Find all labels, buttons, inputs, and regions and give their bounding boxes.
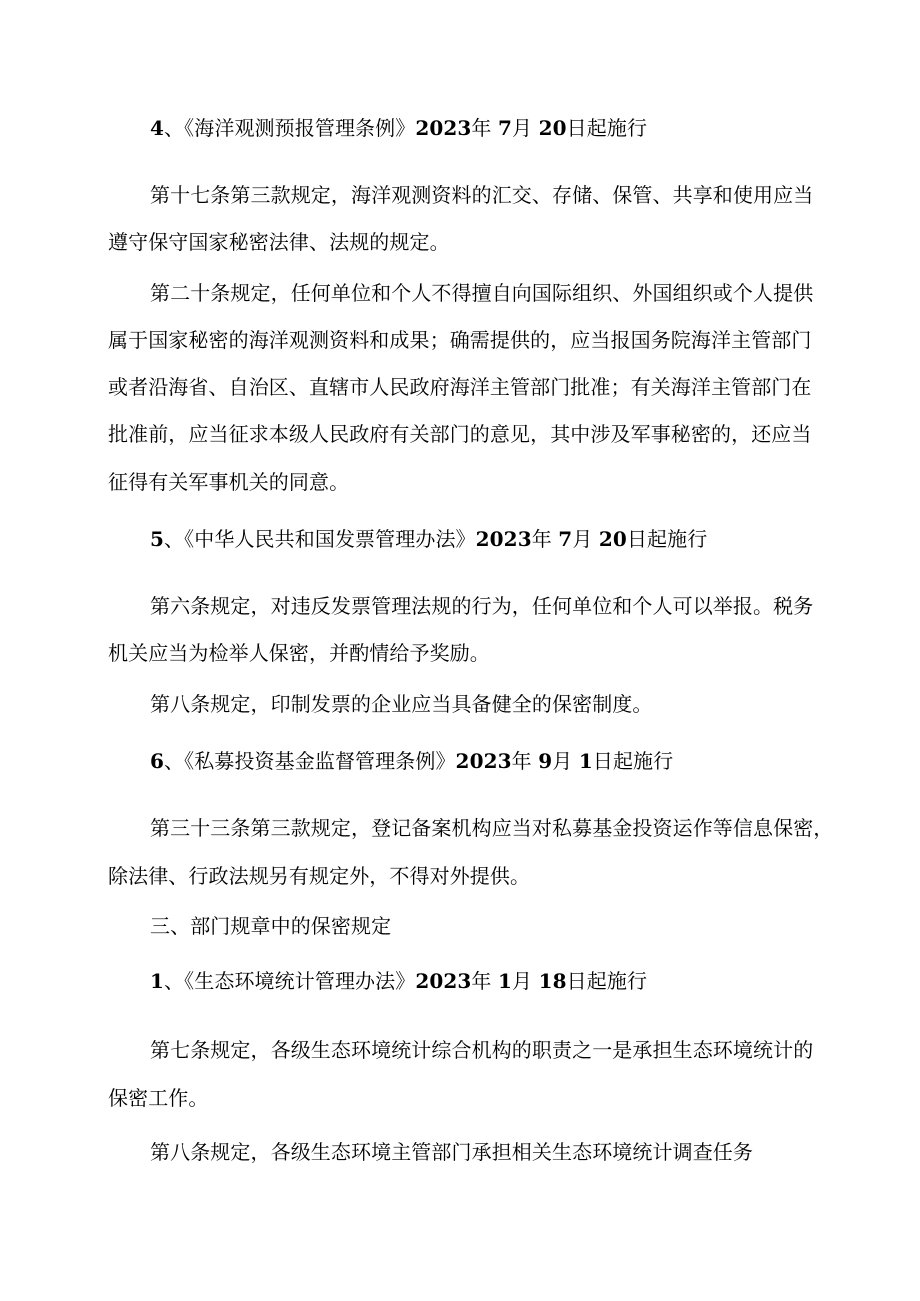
date-month-unit: 月 [512, 116, 533, 140]
law-heading [150, 116, 647, 140]
date-year-unit: 年 [471, 969, 492, 993]
date-year: 2023 [475, 527, 532, 551]
paragraph-line: 第三十三条第三款规定，登记备案机构应当对私募基金投资运作等信息保密， [150, 816, 834, 840]
heading-number: 1 [150, 969, 165, 993]
heading-separator: 、 [164, 527, 185, 551]
date-day: 18 [538, 969, 567, 993]
paragraph-line: 保密工作。 [108, 1086, 209, 1110]
paragraph-line: 第七条规定，各级生态环境统计综合机构的职责之一是承担生态环境统计的 [150, 1038, 814, 1062]
date-day-unit: 日起施行 [566, 969, 648, 993]
paragraph-line: 第八条规定，印制发票的企业应当具备健全的保密制度。 [150, 692, 653, 716]
date-year-unit: 年 [471, 116, 492, 140]
paragraph-line: 第六条规定，对违反发票管理法规的行为，任何单位和个人可以举报。税务 [150, 594, 814, 618]
heading-number: 5 [150, 527, 165, 551]
paragraph-line: 批准前，应当征求本级人民政府有关部门的意见，其中涉及军事秘密的，还应当 [108, 422, 812, 446]
law-title: 《生态环境统计管理办法》 [184, 969, 416, 993]
paragraph-line: 属于国家秘密的海洋观测资料和成果；确需提供的，应当报国务院海洋主管部门 [108, 328, 812, 352]
date-year: 2023 [415, 969, 472, 993]
date-day-unit: 日起施行 [592, 749, 674, 773]
law-heading [150, 527, 707, 551]
date-year: 2023 [455, 749, 512, 773]
heading-separator: 、 [164, 749, 185, 773]
law-title: 《中华人民共和国发票管理办法》 [184, 527, 476, 551]
law-title: 《私募投资基金监督管理条例》 [184, 749, 456, 773]
date-month: 1 [498, 969, 513, 993]
heading-separator: 、 [164, 116, 185, 140]
date-year: 2023 [415, 116, 472, 140]
date-month: 7 [558, 527, 573, 551]
heading-number: 4 [150, 116, 165, 140]
date-year-unit: 年 [511, 749, 532, 773]
paragraph-line: 第十七条第三款规定，海洋观测资料的汇交、存储、保管、共享和使用应当 [150, 183, 814, 207]
date-month: 9 [538, 749, 553, 773]
date-month-unit: 月 [552, 749, 573, 773]
paragraph-line: 除法律、行政法规另有规定外，不得对外提供。 [108, 864, 531, 888]
law-title: 《海洋观测预报管理条例》 [184, 116, 416, 140]
paragraph-line: 征得有关军事机关的同意。 [108, 470, 350, 494]
section-heading: 三、部门规章中的保密规定 [150, 914, 392, 938]
heading-number: 6 [150, 749, 165, 773]
paragraph-line: 第二十条规定，任何单位和个人不得擅自向国际组织、外国组织或个人提供 [150, 281, 814, 305]
heading-separator: 、 [164, 969, 185, 993]
date-month-unit: 月 [512, 969, 533, 993]
paragraph-line: 第八条规定，各级生态环境主管部门承担相关生态环境统计调查任务 [150, 1140, 753, 1164]
date-day: 1 [578, 749, 593, 773]
law-heading [150, 749, 673, 773]
paragraph-line: 机关应当为检举人保密，并酌情给予奖励。 [108, 641, 490, 665]
law-heading [150, 969, 647, 993]
paragraph-line: 或者沿海省、自治区、直辖市人民政府海洋主管部门批准；有关海洋主管部门在 [108, 375, 812, 399]
date-day-unit: 日起施行 [626, 527, 708, 551]
date-day-unit: 日起施行 [566, 116, 648, 140]
date-month: 7 [498, 116, 513, 140]
date-day: 20 [538, 116, 567, 140]
paragraph-line: 遵守保守国家秘密法律、法规的规定。 [108, 230, 450, 254]
date-day: 20 [598, 527, 627, 551]
date-month-unit: 月 [572, 527, 593, 551]
date-year-unit: 年 [531, 527, 552, 551]
